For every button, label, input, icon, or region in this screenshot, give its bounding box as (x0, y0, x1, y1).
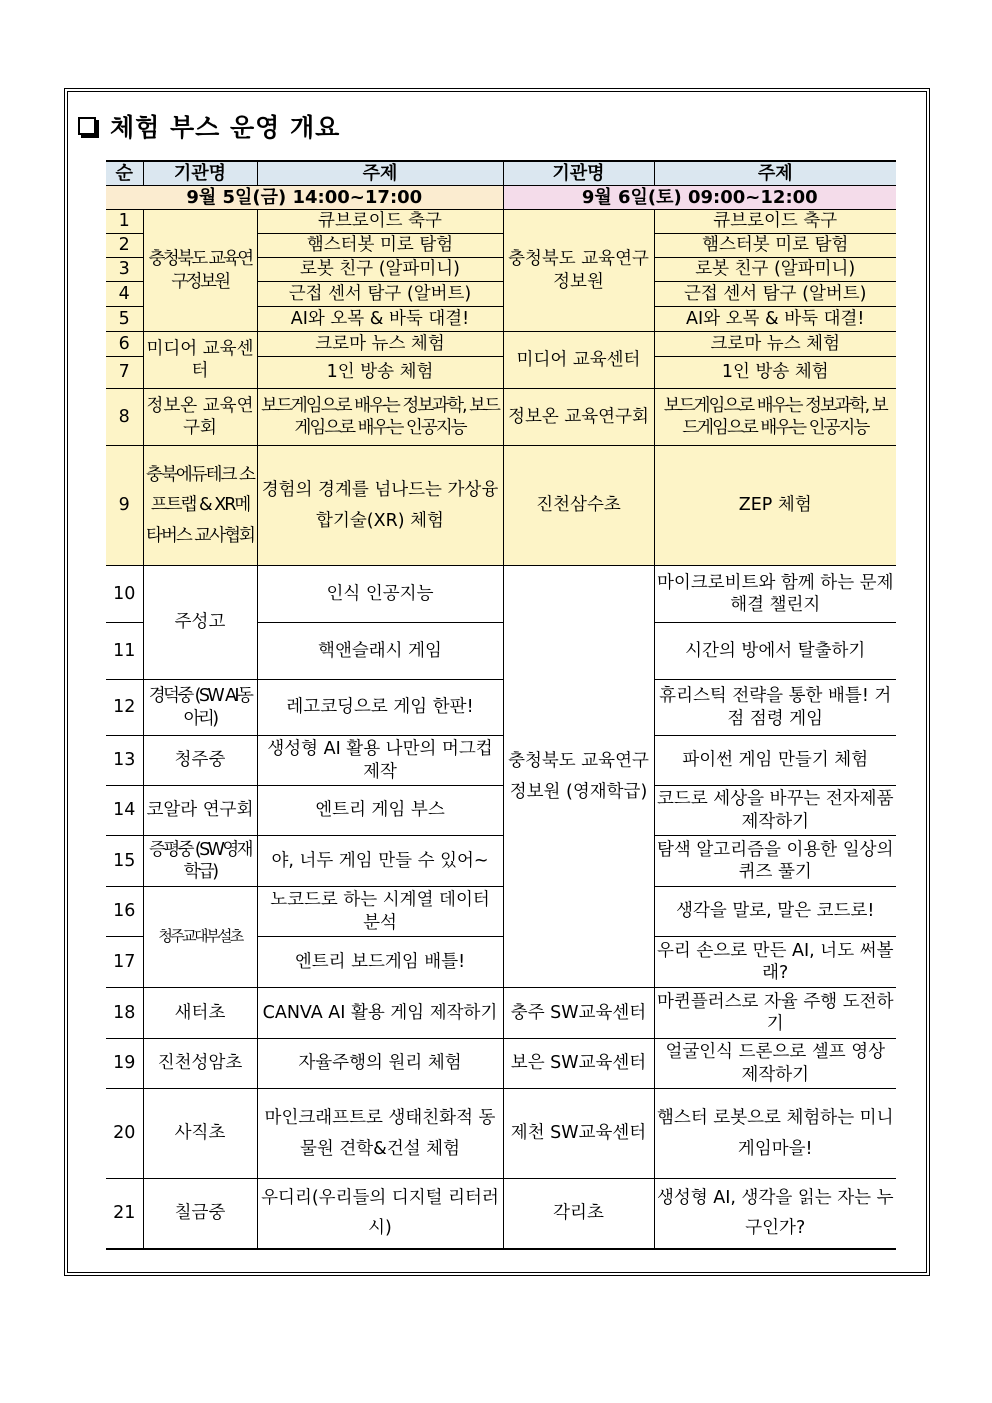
org-cell: 칠금중 (143, 1179, 257, 1249)
topic-cell: 1인 방송 체험 (257, 357, 503, 389)
row-number: 15 (106, 836, 143, 887)
topic-cell: 탐색 알고리즘을 이용한 일상의 퀴즈 풀기 (654, 836, 896, 887)
table-row (106, 836, 896, 887)
row-number: 18 (106, 988, 143, 1039)
row-number: 5 (106, 307, 143, 332)
row-number: 7 (106, 357, 143, 389)
row-number: 19 (106, 1039, 143, 1089)
topic-cell: 근접 센서 탐구 (알버트) (654, 282, 896, 307)
row-number: 4 (106, 282, 143, 307)
topic-cell: AI와 오목 & 바둑 대결! (257, 307, 503, 332)
topic-cell: 1인 방송 체험 (654, 357, 896, 389)
col-header-no: 순 (106, 161, 143, 186)
col-header-org-1: 기관명 (143, 161, 257, 186)
row-number: 11 (106, 623, 143, 680)
topic-cell: 우디리(우리들의 디지털 리터러시) (257, 1179, 503, 1249)
day2-label: 9월 6일(토) 09:00~12:00 (503, 186, 896, 210)
day-row (106, 186, 896, 210)
col-header-topic-2: 주제 (654, 161, 896, 186)
org-cell: 청주교대부설초 (143, 887, 257, 988)
org-cell: 보은 SW교육센터 (503, 1039, 654, 1089)
topic-cell: 자율주행의 원리 체험 (257, 1039, 503, 1089)
topic-cell: 인식 인공지능 (257, 566, 503, 623)
topic-cell: 햄스터봇 미로 탐험 (654, 234, 896, 258)
topic-cell: 노코드로 하는 시계열 데이터 분석 (257, 887, 503, 937)
org-cell: 제천 SW교육센터 (503, 1089, 654, 1179)
org-cell: 충북에듀테크 소프트랩 & XR메타버스 교사협회 (143, 446, 257, 566)
topic-cell: 햄스터 로봇으로 체험하는 미니게임마을! (654, 1089, 896, 1179)
table-header-row (106, 161, 896, 186)
table-row (106, 736, 896, 786)
topic-cell: AI와 오목 & 바둑 대결! (654, 307, 896, 332)
table-row (106, 887, 896, 937)
org-cell: 청주중 (143, 736, 257, 786)
topic-cell: 로봇 친구 (알파미니) (257, 258, 503, 282)
row-number: 2 (106, 234, 143, 258)
table-row (106, 332, 896, 357)
table-row (106, 680, 896, 736)
row-number: 8 (106, 389, 143, 446)
table-row (106, 1179, 896, 1249)
row-number: 13 (106, 736, 143, 786)
row-number: 21 (106, 1179, 143, 1249)
day1-label: 9월 5일(금) 14:00~17:00 (106, 186, 503, 210)
topic-cell: 마퀸플러스로 자율 주행 도전하기 (654, 988, 896, 1039)
table-row (106, 446, 896, 566)
topic-cell: 얼굴인식 드론으로 셀프 영상 제작하기 (654, 1039, 896, 1089)
org-cell: 충청북도 교육연구정보원 (503, 210, 654, 332)
checkbox-icon (78, 117, 96, 135)
row-number: 16 (106, 887, 143, 937)
topic-cell: 큐브로이드 축구 (257, 210, 503, 234)
org-cell: 진천성암초 (143, 1039, 257, 1089)
org-cell: 충청북도 교육연구정보원 (143, 210, 257, 332)
topic-cell: 레고코딩으로 게임 한판! (257, 680, 503, 736)
row-number: 9 (106, 446, 143, 566)
topic-cell: 경험의 경계를 넘나드는 가상융합기술(XR) 체험 (257, 446, 503, 566)
table-row (106, 786, 896, 836)
row-number: 1 (106, 210, 143, 234)
org-cell: 새터초 (143, 988, 257, 1039)
row-number: 14 (106, 786, 143, 836)
row-number: 3 (106, 258, 143, 282)
row-number: 17 (106, 937, 143, 988)
topic-cell: 보드게임으로 배우는 정보과학, 보드게임으로 배우는 인공지능 (654, 389, 896, 446)
org-cell: 증평중 (SW영재학급) (143, 836, 257, 887)
table-row (106, 210, 896, 234)
topic-cell: 로봇 친구 (알파미니) (654, 258, 896, 282)
topic-cell: 근접 센서 탐구 (알버트) (257, 282, 503, 307)
org-cell: 정보온 교육연구회 (143, 389, 257, 446)
table-row (106, 1089, 896, 1179)
table-row (106, 389, 896, 446)
topic-cell: 보드게임으로 배우는 정보과학, 보드게임으로 배우는 인공지능 (257, 389, 503, 446)
org-cell: 각리초 (503, 1179, 654, 1249)
org-cell: 주성고 (143, 566, 257, 680)
org-cell: 충청북도 교육연구정보원 (영재학급) (503, 566, 654, 988)
row-number: 10 (106, 566, 143, 623)
col-header-topic-1: 주제 (257, 161, 503, 186)
topic-cell: 시간의 방에서 탈출하기 (654, 623, 896, 680)
row-number: 6 (106, 332, 143, 357)
topic-cell: 생각을 말로, 말은 코드로! (654, 887, 896, 937)
topic-cell: CANVA AI 활용 게임 제작하기 (257, 988, 503, 1039)
org-cell: 미디어 교육센터 (503, 332, 654, 389)
topic-cell: 휴리스틱 전략을 통한 배틀! 거점 점령 게임 (654, 680, 896, 736)
topic-cell: 핵앤슬래시 게임 (257, 623, 503, 680)
org-cell: 진천삼수초 (503, 446, 654, 566)
table-row (106, 566, 896, 623)
topic-cell: 크로마 뉴스 체험 (257, 332, 503, 357)
topic-cell: 햄스터봇 미로 탐험 (257, 234, 503, 258)
section-heading (78, 108, 340, 144)
topic-cell: 코드로 세상을 바꾸는 전자제품 제작하기 (654, 786, 896, 836)
booth-table (106, 160, 896, 1250)
page-title: 체험 부스 운영 개요 (110, 113, 341, 142)
topic-cell: 야, 너두 게임 만들 수 있어~ (257, 836, 503, 887)
topic-cell: 엔트리 보드게임 배틀! (257, 937, 503, 988)
org-cell: 사직초 (143, 1089, 257, 1179)
org-cell: 미디어 교육센터 (143, 332, 257, 389)
table-row (106, 1039, 896, 1089)
topic-cell: 크로마 뉴스 체험 (654, 332, 896, 357)
topic-cell: 생성형 AI 활용 나만의 머그컵 제작 (257, 736, 503, 786)
table-row (106, 988, 896, 1039)
col-header-org-2: 기관명 (503, 161, 654, 186)
topic-cell: 우리 손으로 만든 AI, 너도 써볼래? (654, 937, 896, 988)
topic-cell: 파이썬 게임 만들기 체험 (654, 736, 896, 786)
org-cell: 정보온 교육연구회 (503, 389, 654, 446)
org-cell: 충주 SW교육센터 (503, 988, 654, 1039)
topic-cell: 생성형 AI, 생각을 읽는 자는 누구인가? (654, 1179, 896, 1249)
topic-cell: ZEP 체험 (654, 446, 896, 566)
topic-cell: 마인크래프트로 생태친화적 동물원 견학&건설 체험 (257, 1089, 503, 1179)
topic-cell: 엔트리 게임 부스 (257, 786, 503, 836)
topic-cell: 마이크로비트와 함께 하는 문제 해결 챌린지 (654, 566, 896, 623)
topic-cell: 큐브로이드 축구 (654, 210, 896, 234)
org-cell: 경덕중 (SW AI동아리) (143, 680, 257, 736)
row-number: 12 (106, 680, 143, 736)
row-number: 20 (106, 1089, 143, 1179)
org-cell: 코알라 연구회 (143, 786, 257, 836)
